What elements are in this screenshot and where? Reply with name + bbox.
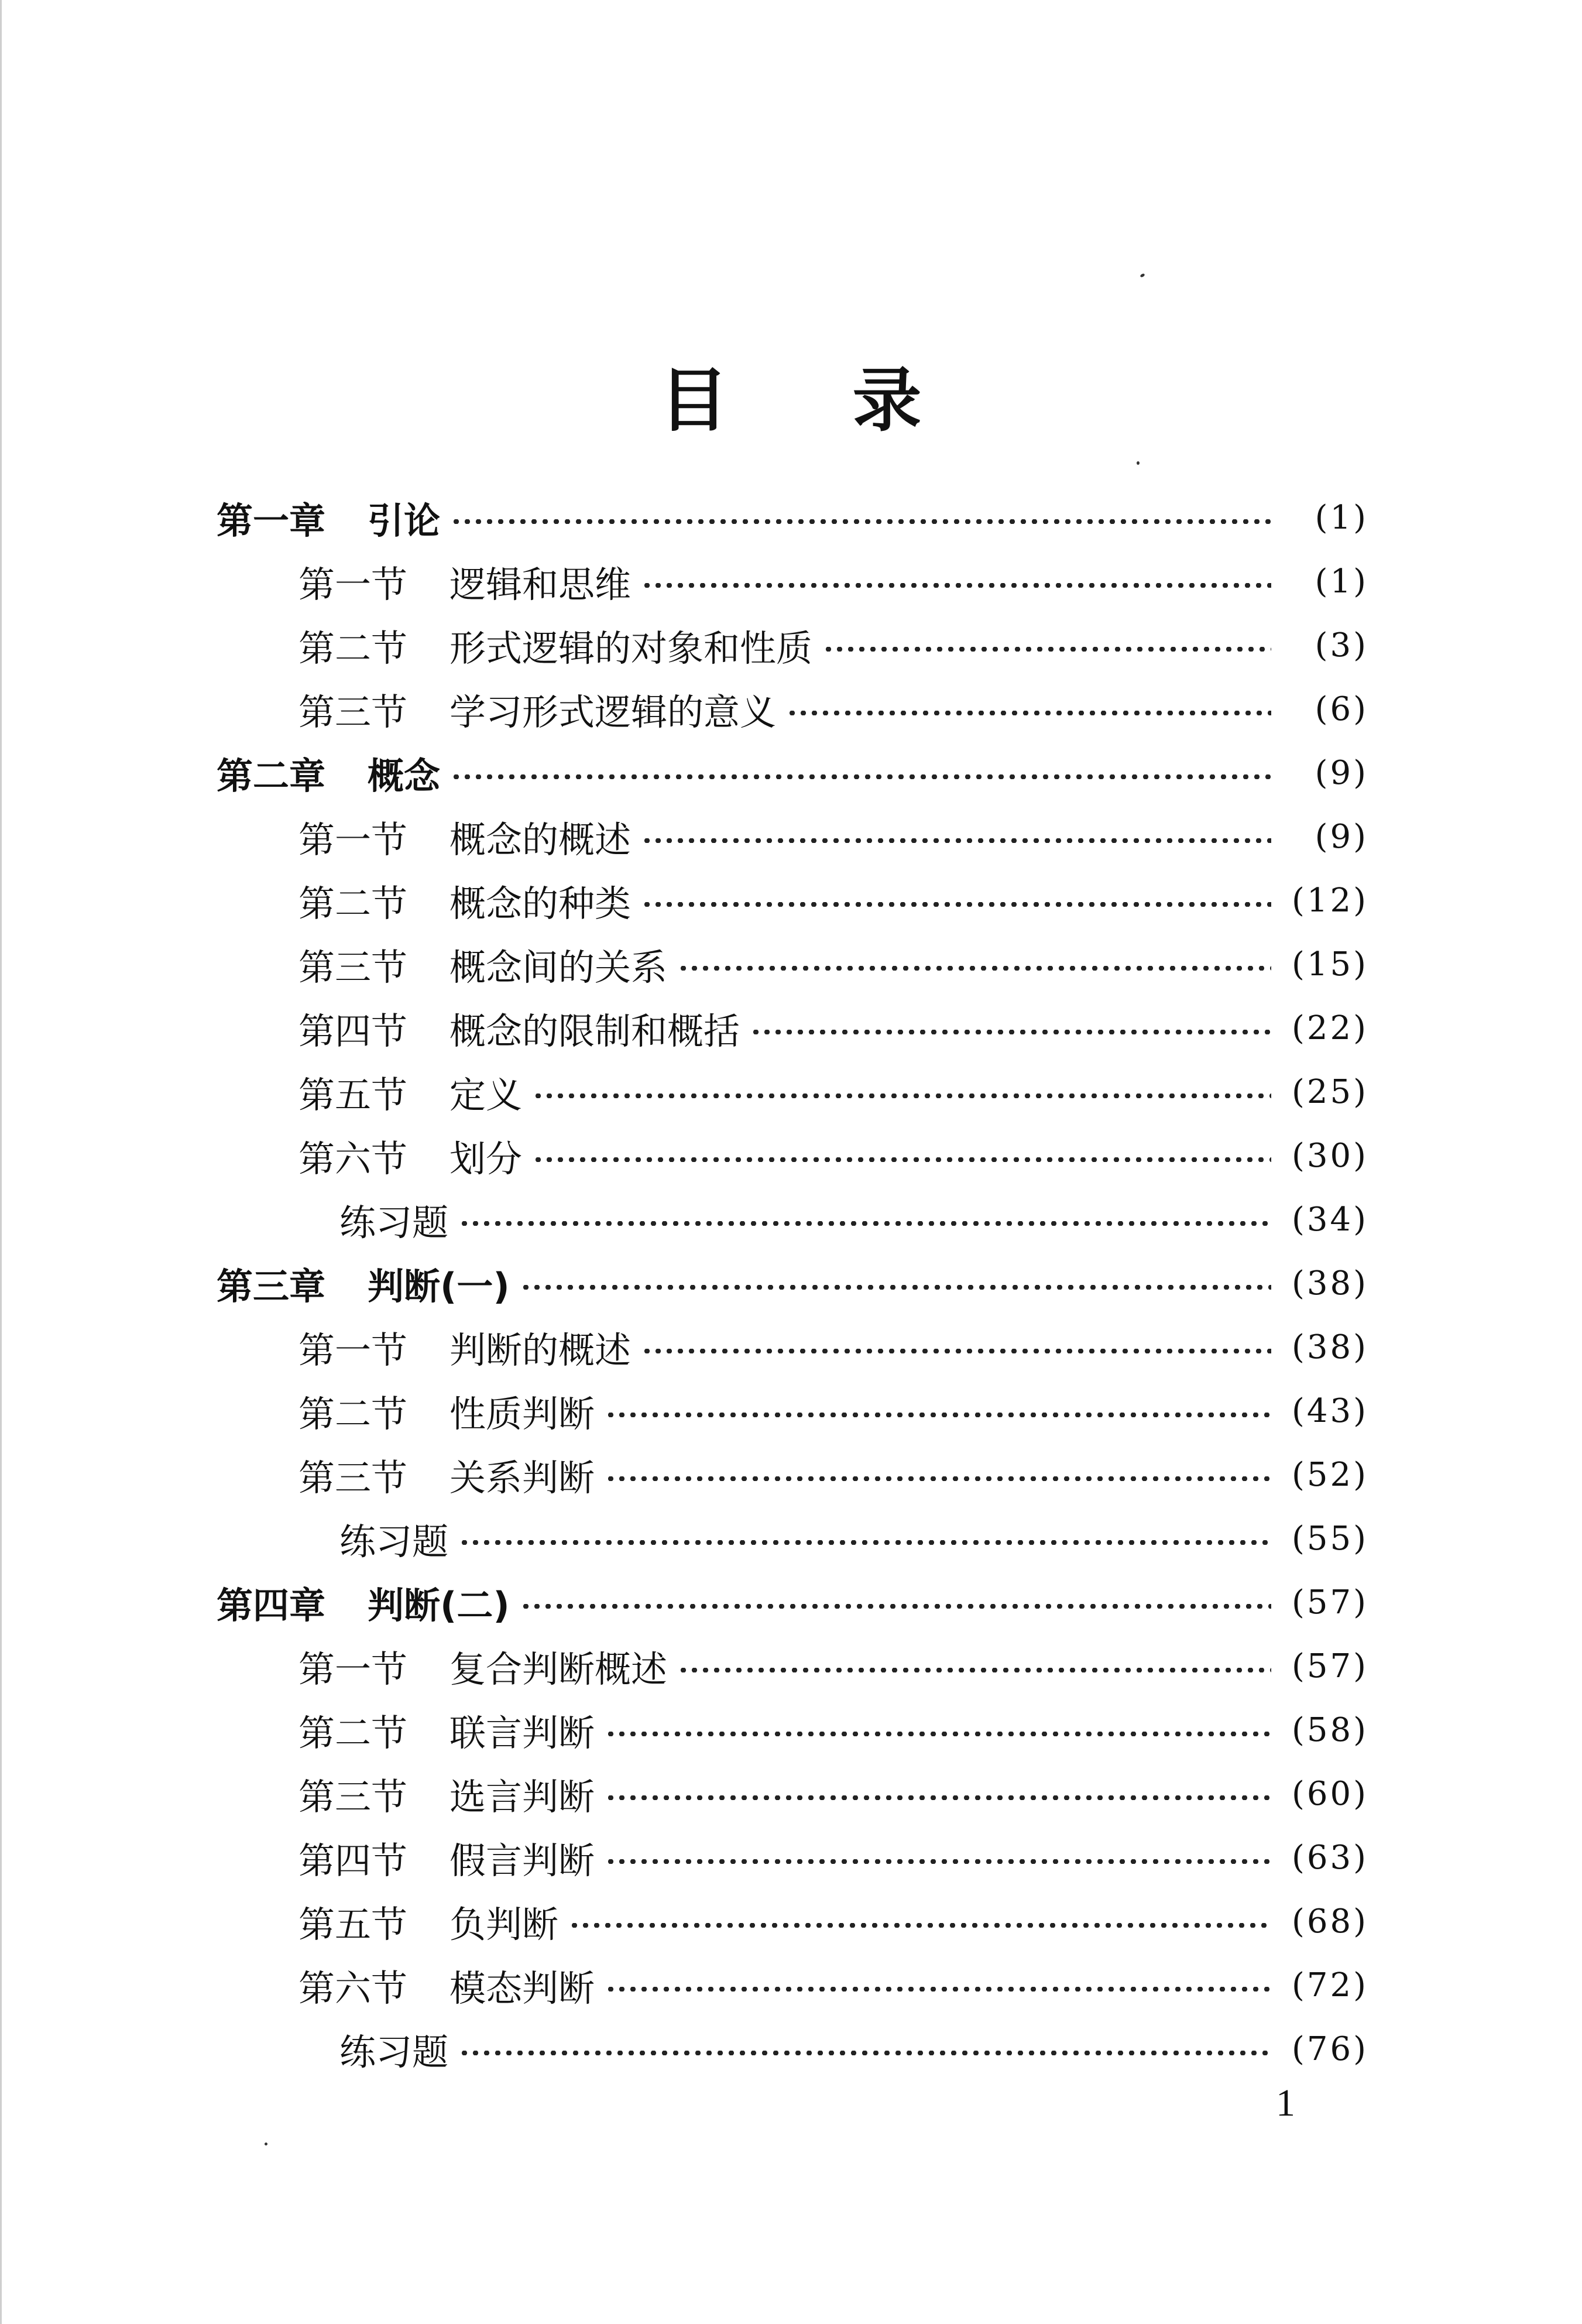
toc-entry-label: 联言判断 [449, 1712, 595, 1754]
toc-section-row[interactable] [0, 1443, 1582, 1507]
toc-page-number: (38) [1292, 1264, 1368, 1302]
toc-page-number: (38) [1292, 1328, 1368, 1366]
toc-page-number: (57) [1292, 1647, 1368, 1685]
dot-leader [459, 1221, 1271, 1226]
dot-leader [750, 1030, 1271, 1034]
toc-entry-number: 第四节 [298, 1010, 408, 1053]
dot-leader [605, 1795, 1271, 1800]
dot-leader [451, 774, 1271, 779]
toc-entry-number: 第一章 [217, 499, 326, 542]
toc-entry-label: 练习题 [339, 1201, 449, 1244]
toc-page-number: (25) [1292, 1073, 1368, 1111]
toc-entry-label: 判断(一) [368, 1265, 510, 1308]
toc-entry-number: 第三章 [217, 1265, 326, 1308]
toc-entry-number: 第三节 [298, 1775, 408, 1818]
toc-exercise-row[interactable] [0, 1188, 1582, 1252]
dot-leader [451, 519, 1271, 524]
toc-entry-number: 第三节 [298, 1456, 408, 1499]
toc-section-row[interactable] [0, 1826, 1582, 1890]
toc-page-number: (6) [1315, 690, 1368, 728]
toc-page-number: (22) [1292, 1009, 1368, 1047]
toc-page-number: (1) [1315, 499, 1368, 537]
toc-section-row[interactable] [0, 1124, 1582, 1188]
dot-leader [678, 1668, 1271, 1672]
toc-entry-label: 定义 [449, 1074, 523, 1116]
toc-entry-label: 学习形式逻辑的意义 [449, 691, 777, 733]
toc-page-number: (43) [1292, 1392, 1368, 1430]
dot-leader [641, 583, 1271, 588]
toc-entry-number: 第二节 [298, 627, 408, 670]
dot-leader [459, 2051, 1271, 2055]
toc-section-row[interactable] [0, 1315, 1582, 1379]
dot-leader [605, 1732, 1271, 1736]
dot-leader [641, 838, 1271, 843]
toc-entry-label: 概念的限制和概括 [449, 1010, 740, 1053]
dot-leader [678, 966, 1271, 971]
toc-page-number: (58) [1292, 1711, 1368, 1749]
toc-section-row[interactable] [0, 1634, 1582, 1698]
toc-entry-number: 第五节 [298, 1074, 408, 1116]
toc-page-number: (72) [1292, 1966, 1368, 2004]
toc-page-number: (15) [1292, 945, 1368, 983]
dot-leader [520, 1285, 1271, 1290]
toc-page-number: (76) [1292, 2030, 1368, 2068]
page-number: 1 [1276, 2082, 1295, 2124]
dot-leader [823, 647, 1271, 652]
toc-chapter-row[interactable] [0, 741, 1582, 805]
toc-entry-label: 概念的种类 [449, 882, 632, 925]
dot-leader [605, 1859, 1271, 1864]
toc-exercise-row[interactable] [0, 2017, 1582, 2081]
toc-page-number: (57) [1292, 1583, 1368, 1622]
toc-section-row[interactable] [0, 996, 1582, 1060]
dot-leader [533, 1157, 1271, 1162]
toc-chapter-row[interactable] [0, 1252, 1582, 1315]
toc-entry-label: 假言判断 [449, 1839, 595, 1882]
toc-section-row[interactable] [0, 933, 1582, 996]
dot-leader [569, 1923, 1271, 1928]
toc-page-number: (1) [1315, 563, 1368, 601]
toc-entry-label: 选言判断 [449, 1775, 595, 1818]
dot-leader [641, 1349, 1271, 1353]
toc-page-number: (52) [1292, 1456, 1368, 1494]
toc-entry-label: 逻辑和思维 [449, 563, 632, 606]
toc-entry-label: 引论 [368, 499, 441, 542]
toc-entry-number: 第二章 [217, 755, 326, 797]
dot-leader [520, 1604, 1271, 1609]
table-of-contents [0, 486, 1582, 2081]
toc-entry-number: 第一节 [298, 1648, 408, 1691]
toc-entry-label: 练习题 [339, 1520, 449, 1563]
toc-entry-number: 第四节 [298, 1839, 408, 1882]
toc-entry-number: 第一节 [298, 1329, 408, 1372]
toc-entry-number: 第二节 [298, 1393, 408, 1435]
toc-entry-label: 概念间的关系 [449, 946, 668, 989]
toc-page-number: (63) [1292, 1839, 1368, 1877]
dot-leader [533, 1094, 1271, 1098]
toc-entry-number: 第三节 [298, 946, 408, 989]
toc-entry-number: 第二节 [298, 882, 408, 925]
dot-leader [605, 1476, 1271, 1481]
toc-entry-label: 性质判断 [449, 1393, 595, 1435]
toc-section-row[interactable] [0, 550, 1582, 613]
toc-section-row[interactable] [0, 677, 1582, 741]
scan-speck [1140, 273, 1145, 277]
toc-section-row[interactable] [0, 1890, 1582, 1953]
toc-entry-number: 第四章 [217, 1584, 326, 1627]
toc-section-row[interactable] [0, 1379, 1582, 1443]
toc-entry-number: 第一节 [298, 563, 408, 606]
toc-chapter-row[interactable] [0, 486, 1582, 550]
toc-section-row[interactable] [0, 869, 1582, 933]
toc-entry-label: 判断的概述 [449, 1329, 632, 1372]
toc-entry-label: 判断(二) [368, 1584, 510, 1627]
toc-section-row[interactable] [0, 1060, 1582, 1124]
toc-exercise-row[interactable] [0, 1507, 1582, 1571]
toc-section-row[interactable] [0, 1698, 1582, 1762]
toc-entry-number: 第六节 [298, 1967, 408, 2010]
toc-page-number: (34) [1292, 1201, 1368, 1239]
toc-page-number: (9) [1315, 818, 1368, 856]
toc-page-number: (60) [1292, 1775, 1368, 1813]
toc-entry-number: 第二节 [298, 1712, 408, 1754]
scan-speck [265, 2143, 267, 2145]
toc-entry-label: 形式逻辑的对象和性质 [449, 627, 813, 670]
toc-entry-number: 第一节 [298, 818, 408, 861]
dot-leader [787, 711, 1271, 715]
toc-entry-label: 模态判断 [449, 1967, 595, 2010]
dot-leader [605, 1987, 1271, 1991]
dot-leader [641, 902, 1271, 907]
scan-speck [1137, 461, 1140, 465]
toc-chapter-row[interactable] [0, 1571, 1582, 1634]
toc-entry-number: 第六节 [298, 1137, 408, 1180]
toc-page-number: (68) [1292, 1903, 1368, 1941]
toc-page-number: (30) [1292, 1137, 1368, 1175]
title-char-1: 目 [659, 360, 730, 441]
toc-page-number: (9) [1315, 754, 1368, 792]
toc-page-number: (12) [1292, 882, 1368, 920]
toc-section-row[interactable] [0, 1762, 1582, 1826]
toc-entry-label: 练习题 [339, 2031, 449, 2073]
toc-page-number: (55) [1292, 1520, 1368, 1558]
dot-leader [459, 1540, 1271, 1545]
toc-entry-label: 划分 [449, 1137, 523, 1180]
toc-entry-label: 概念 [368, 755, 441, 797]
toc-entry-number: 第三节 [298, 691, 408, 733]
toc-entry-label: 复合判断概述 [449, 1648, 668, 1691]
toc-section-row[interactable] [0, 805, 1582, 869]
toc-page-number: (3) [1315, 626, 1368, 664]
title-char-2: 录 [852, 360, 923, 441]
dot-leader [605, 1413, 1271, 1417]
toc-entry-number: 第五节 [298, 1903, 408, 1946]
toc-section-row[interactable] [0, 1953, 1582, 2017]
page-title [0, 360, 1582, 441]
toc-entry-label: 负判断 [449, 1903, 559, 1946]
toc-entry-label: 概念的概述 [449, 818, 632, 861]
toc-section-row[interactable] [0, 613, 1582, 677]
toc-entry-label: 关系判断 [449, 1456, 595, 1499]
